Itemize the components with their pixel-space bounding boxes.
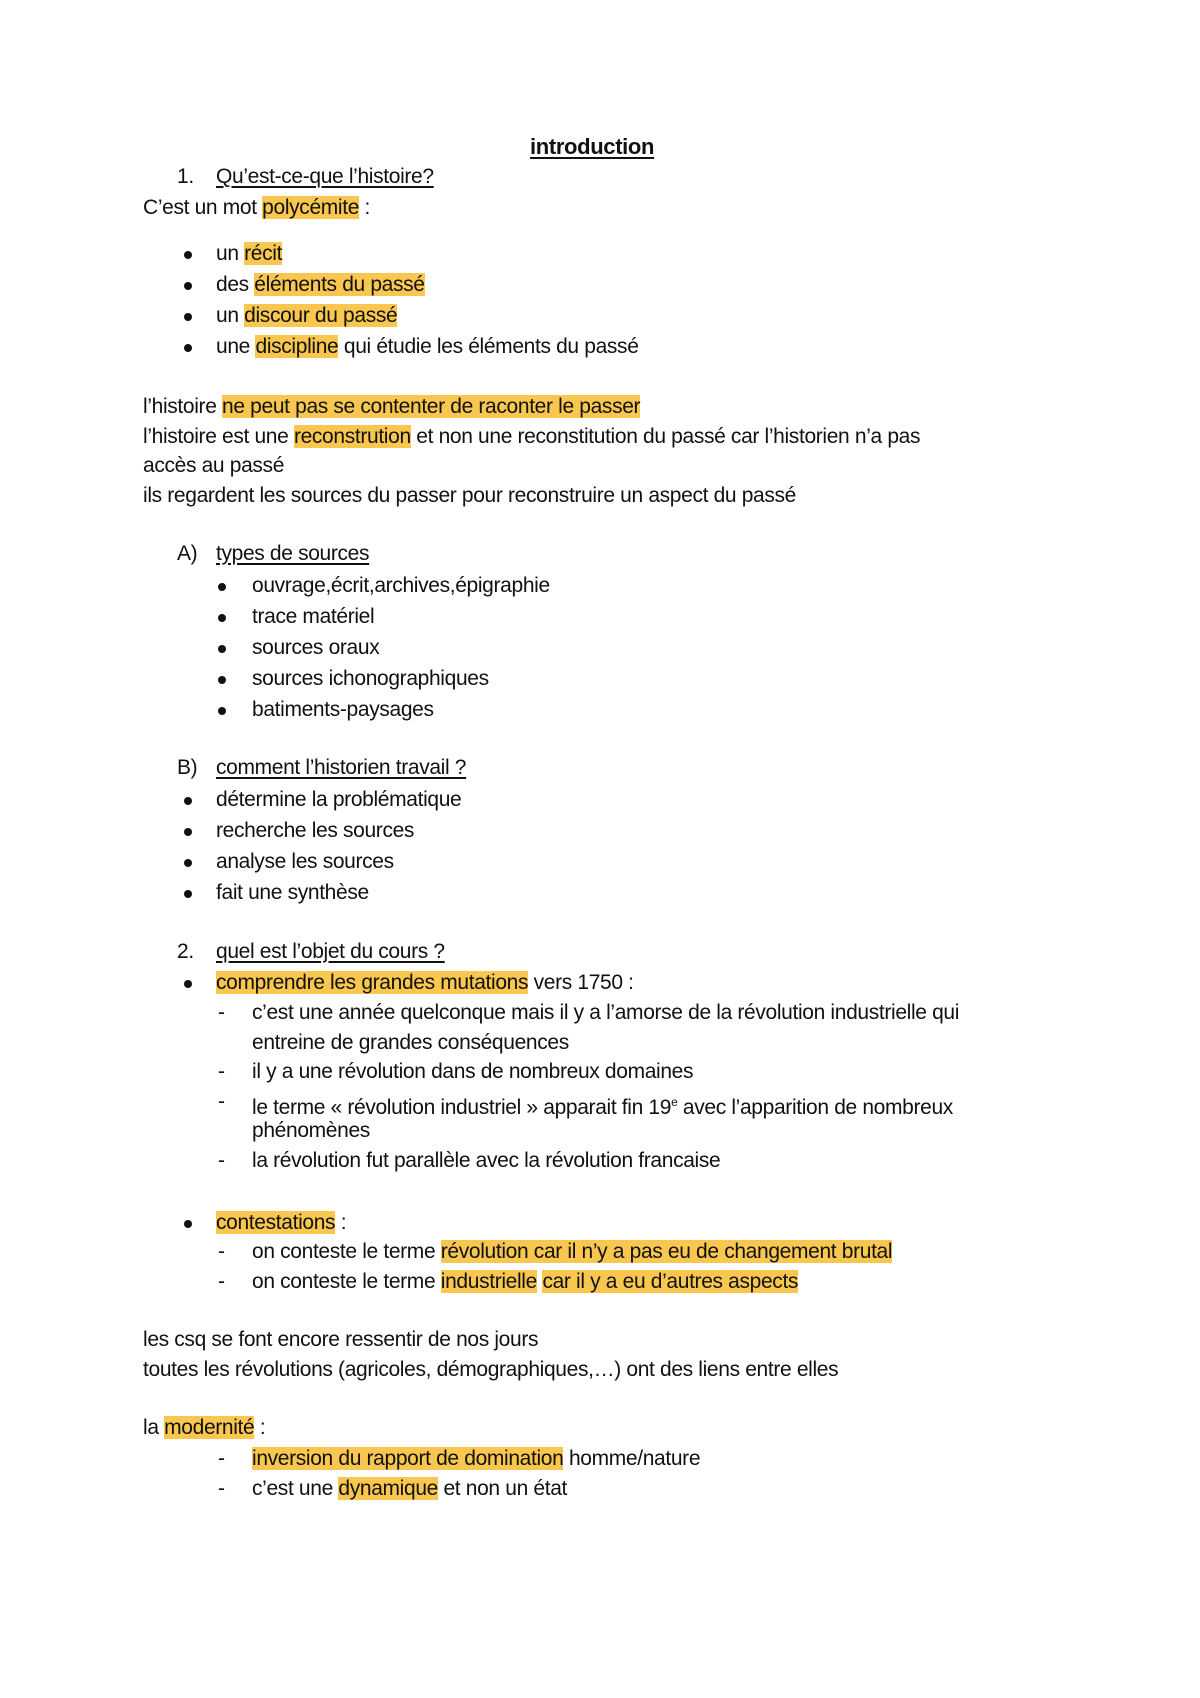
subsection-b-heading: comment l’historien travail ? — [216, 756, 467, 779]
definition-item: une discipline qui étudie les éléments du passé — [216, 335, 639, 358]
subsection-a-label: A) — [177, 542, 198, 565]
bullet-icon — [184, 251, 192, 259]
objective-detail: le terme « révolution industriel » apparait fin 19e avec l’apparition de nombreux — [252, 1095, 953, 1119]
method-item: recherche les sources — [216, 819, 415, 842]
bullet-icon — [184, 828, 192, 836]
definition-item: un discour du passé — [216, 304, 398, 327]
dash-icon: - — [218, 1090, 225, 1113]
section-2-number: 2. — [177, 940, 194, 963]
objective-detail: phénomènes — [252, 1119, 370, 1142]
dash-icon: - — [218, 1060, 225, 1083]
objective-detail: c’est une année quelconque mais il y a l’amorse de la révolution industrielle qui — [252, 1001, 960, 1024]
method-item: analyse les sources — [216, 850, 394, 873]
source-type-item: ouvrage,écrit,archives,épigraphie — [252, 574, 550, 597]
dash-icon: - — [218, 1270, 225, 1293]
dash-icon: - — [218, 1149, 225, 1172]
dash-icon: - — [218, 1447, 225, 1470]
source-type-item: trace matériel — [252, 605, 375, 628]
contestation-detail: on conteste le terme révolution car il n’y a pas eu de changement brutal — [252, 1240, 893, 1263]
modernity-detail: c’est une dynamique et non un état — [252, 1477, 568, 1500]
bullet-icon — [184, 890, 192, 898]
bullet-icon — [184, 313, 192, 321]
objective-detail: la révolution fut parallèle avec la révolution francaise — [252, 1149, 721, 1172]
section-2-heading: quel est l’objet du cours ? — [216, 940, 445, 963]
bullet-icon — [218, 614, 226, 622]
bullet-icon — [218, 583, 226, 591]
contestation-detail: on conteste le terme industrielle car il y a eu d’autres aspects — [252, 1270, 799, 1293]
page-title: introduction — [530, 134, 655, 159]
bullet-icon — [184, 980, 192, 988]
paragraph-line: toutes les révolutions (agricoles, démographiques,…) ont des liens entre elles — [143, 1358, 839, 1381]
bullet-icon — [218, 645, 226, 653]
modernity-line: la modernité : — [143, 1416, 266, 1439]
objective-detail: il y a une révolution dans de nombreux domaines — [252, 1060, 694, 1083]
objective-detail: entreine de grandes conséquences — [252, 1031, 569, 1054]
paragraph-line: accès au passé — [143, 454, 285, 477]
bullet-icon — [184, 282, 192, 290]
bullet-icon — [218, 676, 226, 684]
definition-item: des éléments du passé — [216, 273, 425, 296]
paragraph-line: les csq se font encore ressentir de nos jours — [143, 1328, 539, 1351]
bullet-icon — [218, 707, 226, 715]
intro-line: C’est un mot polycémite : — [143, 196, 371, 219]
source-type-item: batiments-paysages — [252, 698, 434, 721]
definition-item: un récit — [216, 242, 283, 265]
source-type-item: sources oraux — [252, 636, 380, 659]
source-type-item: sources ichonographiques — [252, 667, 489, 690]
course-objective: comprendre les grandes mutations vers 1750 : — [216, 971, 634, 994]
method-item: détermine la problématique — [216, 788, 462, 811]
bullet-icon — [184, 859, 192, 867]
section-1-heading: Qu’est-ce-que l’histoire? — [216, 165, 434, 188]
dash-icon: - — [218, 1001, 225, 1024]
contestations-item: contestations : — [216, 1211, 347, 1234]
paragraph-line: l’histoire ne peut pas se contenter de raconter le passer — [143, 395, 641, 418]
bullet-icon — [184, 1220, 192, 1228]
subsection-a-heading: types de sources — [216, 542, 370, 565]
subsection-b-label: B) — [177, 756, 198, 779]
bullet-icon — [184, 797, 192, 805]
paragraph-line: ils regardent les sources du passer pour reconstruire un aspect du passé — [143, 484, 797, 507]
dash-icon: - — [218, 1240, 225, 1263]
modernity-detail: inversion du rapport de domination homme/nature — [252, 1447, 701, 1470]
section-1-number: 1. — [177, 165, 194, 188]
bullet-icon — [184, 344, 192, 352]
dash-icon: - — [218, 1477, 225, 1500]
paragraph-line: l’histoire est une reconstrution et non une reconstitution du passé car l’historien n’a pas — [143, 425, 921, 448]
method-item: fait une synthèse — [216, 881, 369, 904]
